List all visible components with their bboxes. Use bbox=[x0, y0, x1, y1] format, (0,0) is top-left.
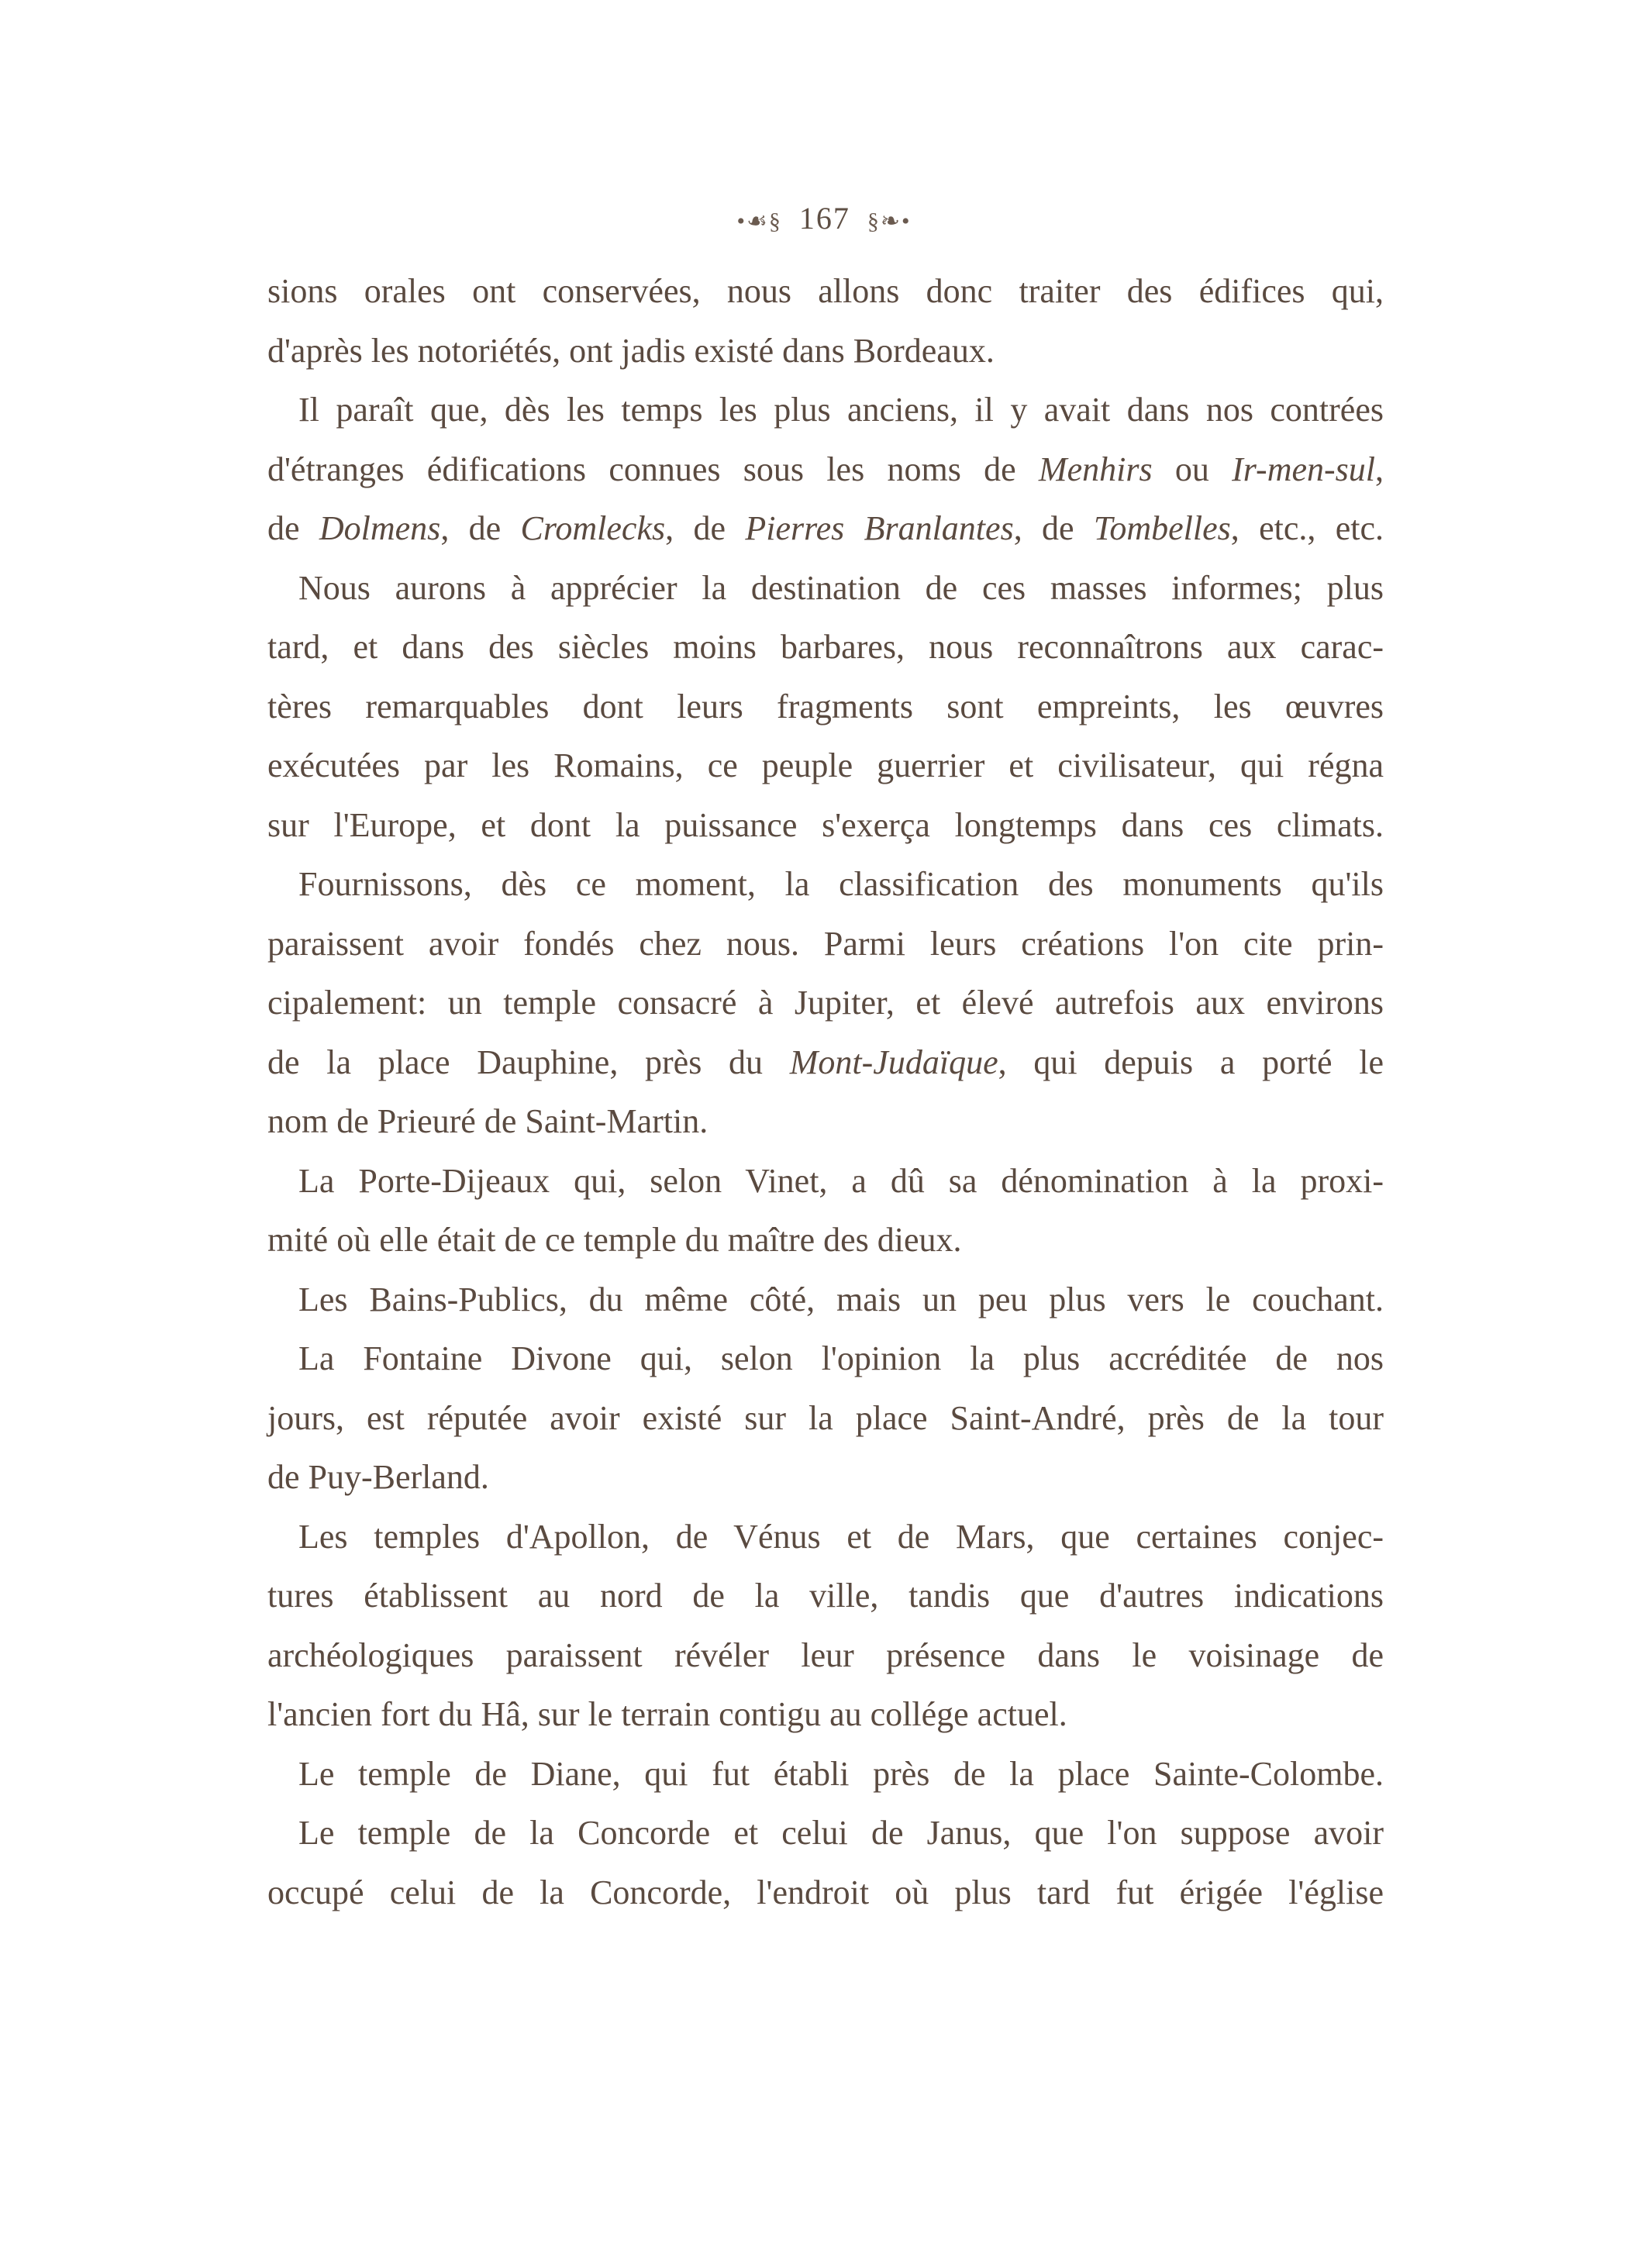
text-line-18: Les Bains-Publics, du même côté, mais un peu plus vers le couchant. bbox=[298, 1280, 1384, 1318]
text-line-27: Le temple de la Concorde et celui de Janus, que l'on suppose avoir bbox=[298, 1814, 1384, 1852]
text-line-3: Il paraît que, dès les temps les plus anciens, il y avait dans nos contrées bbox=[298, 391, 1384, 429]
text-line-17: mité où elle était de ce temple du maître des dieux. bbox=[267, 1221, 962, 1259]
text-line-28: occupé celui de la Concorde, l'endroit où plus tard fut érigée l'église bbox=[267, 1873, 1384, 1911]
ornament-left-icon: •☙§ bbox=[736, 209, 782, 235]
text-line-26: Le temple de Diane, qui fut établi près de la place Sainte-Colombe. bbox=[298, 1754, 1384, 1793]
italic-term: Tombelles bbox=[1093, 509, 1231, 547]
text-line-19: La Fontaine Divone qui, selon l'opinion la plus accréditée de nos bbox=[298, 1339, 1384, 1377]
text-line-16: La Porte-Dijeaux qui, selon Vinet, a dû sa dénomination à la proxi- bbox=[298, 1161, 1384, 1200]
body-text bbox=[267, 262, 1384, 1922]
text-line-6: Nous aurons à apprécier la destination de ces masses informes; plus bbox=[298, 568, 1384, 607]
text-line-20: jours, est réputée avoir existé sur la place Saint-André, près de la tour bbox=[267, 1398, 1384, 1437]
text-line-22: Les temples d'Apollon, de Vénus et de Mars, que certaines conjec- bbox=[298, 1517, 1384, 1556]
text-line-15: nom de Prieuré de Saint-Martin. bbox=[267, 1102, 709, 1140]
text-line-11: Fournissons, dès ce moment, la classification des monuments qu'ils bbox=[298, 865, 1384, 903]
page-header bbox=[0, 200, 1648, 236]
page-number: 167 bbox=[798, 201, 850, 236]
text-line-1: sions orales ont conservées, nous allons donc traiter des édifices qui, bbox=[267, 272, 1384, 310]
text-line-25: l'ancien fort du Hâ, sur le terrain contigu au collége actuel. bbox=[267, 1695, 1067, 1733]
italic-term: Pierres Branlantes bbox=[745, 509, 1014, 547]
text-line-9: exécutées par les Romains, ce peuple guerrier et civilisateur, qui régna bbox=[267, 746, 1384, 784]
text-line-23: tures établissent au nord de la ville, tandis que d'autres indications bbox=[267, 1577, 1384, 1615]
text-line-12: paraissent avoir fondés chez nous. Parmi leurs créations l'on cite prin- bbox=[267, 924, 1384, 963]
text-line-21: de Puy-Berland. bbox=[267, 1458, 489, 1496]
text-line-5: de Dolmens, de Cromlecks, de Pierres Branlantes, de Tombelles, etc., etc. bbox=[267, 509, 1384, 547]
italic-term: Ir-men-sul bbox=[1232, 450, 1375, 488]
ornament-right-icon: §❧• bbox=[867, 209, 912, 235]
text-line-7: tard, et dans des siècles moins barbares, nous reconnaîtrons aux carac- bbox=[267, 628, 1384, 666]
text-line-14: de la place Dauphine, près du Mont-Judaïque, qui depuis a porté le bbox=[267, 1043, 1384, 1081]
text-line-13: cipalement: un temple consacré à Jupiter, et élevé autrefois aux environs bbox=[267, 984, 1384, 1022]
text-line-4: d'étranges édifications connues sous les noms de Menhirs ou Ir-men-sul, bbox=[267, 450, 1384, 488]
italic-term: Dolmens bbox=[319, 509, 441, 547]
italic-term: Mont-Judaïque bbox=[789, 1043, 998, 1081]
text-line-8: tères remarquables dont leurs fragments sont empreints, les œuvres bbox=[267, 687, 1384, 726]
italic-term: Menhirs bbox=[1038, 450, 1153, 488]
text-line-24: archéologiques paraissent révéler leur présence dans le voisinage de bbox=[267, 1636, 1384, 1674]
text-line-2: d'après les notoriétés, ont jadis existé dans Bordeaux. bbox=[267, 331, 995, 370]
italic-term: Cromlecks bbox=[520, 509, 666, 547]
text-line-10: sur l'Europe, et dont la puissance s'exerça longtemps dans ces climats. bbox=[267, 805, 1384, 844]
